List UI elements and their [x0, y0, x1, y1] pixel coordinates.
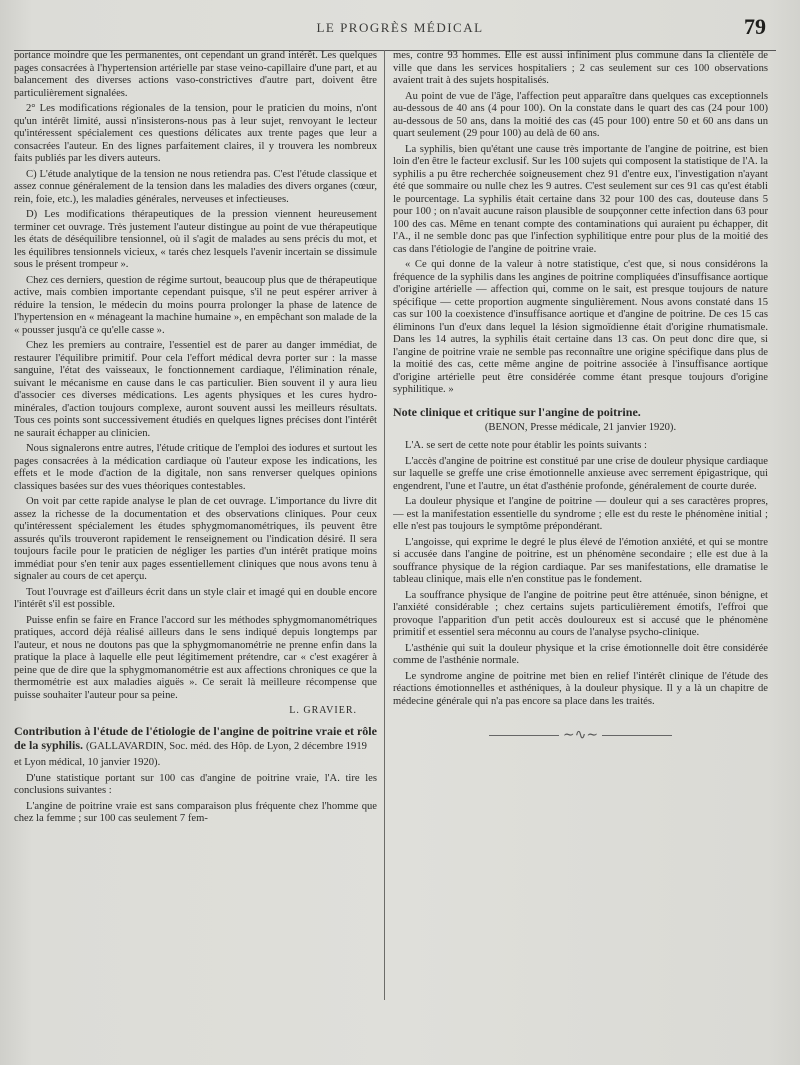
paragraph: Le syndrome angine de poitrine met bien en relief l'intérêt clinique de l'étude des réactions émotionnelles et asthéniques, à la douleur physique. Il y a là un chapitre de médecine générale qui n'a pas encore sa place dans les traités. — [393, 670, 768, 707]
article-citation: (GALLAVARDIN, Soc. méd. des Hôp. de Lyon, 2 décembre 1919 et Lyon médical, 10 janvier 1920). — [14, 740, 367, 768]
paragraph: Nous signalerons entre autres, l'étude critique de l'emploi des iodures et surtout les pages consacrées à la médication cardiaque où l'auteur expose les indications, les effets et le mode d'action de la digitale, non sans renverser quelques opinions classiques basées sur des vues théoriques contestables. — [14, 443, 377, 492]
paragraph: Au point de vue de l'âge, l'affection peut apparaître dans quelques cas exceptionnels au-dessous de 40 ans (4 pour 100). On la constate dans le quart des cas (24 pour 100) au-dessous de 50 ans, dans la moitié des cas (45 pour 100) entre 50 et 60 ans dans un quart seulement (29 pour 100) au delà de 60 ans. — [393, 90, 768, 139]
review-signature: L. GRAVIER. — [289, 705, 357, 716]
article-citation: (BENON, Presse médicale, 21 janvier 1920). — [484, 421, 677, 433]
paragraph: L'angine de poitrine vraie est sans comparaison plus fréquente chez l'homme que chez la femme ; sur 100 cas seulement 7 fem- — [14, 800, 377, 824]
paragraph: 2° Les modifications régionales de la tension, pour le praticien du moins, n'ont qu'un intérêt limité, aussi n'insisterons-nous pas à leur sujet, renvoyant le lecteur qu'intéressent spécialement ces questions délicates aux trente pages que leur a consacrées l'auteur. En des lignes parfaitement claires, il y trouvera les nombreux faits publiés par les divers auteurs. — [14, 103, 377, 164]
page-header — [0, 14, 800, 44]
paragraph: L'angoisse, qui exprime le degré le plus élevé de l'émotion anxiété, et qui se montre si accusée dans l'angine de poitrine, est un phénomène secondaire ; elle est due à la souffrance physique de la région cardiaque. Par ses manifestations, elle dramatise le tableau clinique, mais elle n'en constitue pas le fondement. — [393, 536, 768, 585]
article-title-text: Note clinique et critique sur l'angine de poitrine. — [393, 404, 641, 419]
paragraph: « Ce qui donne de la valeur à notre statistique, c'est que, si nous considérons la fréquence de la syphilis dans les angines de poitrine compliquées d'insuffisance aortique d'origine artérielle — affection qui, comme on le sait, est presque toujours de nature spécifique — cette proportion augmente singulièrement. Nous avons constaté dans 15 cas sur 100 la coexistence d'insuffisance aortique et d'angine de poitrine. De ces 15 cas éliminons l'un d'eux dans lequel la lésion sigmoïdienne était d'origine rhumatismale. Dans les 14 autres, la syphilis était certaine dans 13 cas. On peut donc dire que, si l'angine de poitrine vraie ne semble pas reconnaître une origine spécifique dans plus de la moitié des cas, cette même angine de poitrine associée à l'insuffisance aortique d'origine artérielle peut être considérée comme étant presque toujours d'origine syphilitique. » — [393, 259, 768, 395]
running-head: LE PROGRÈS MÉDICAL — [316, 20, 484, 35]
paragraph: L'accès d'angine de poitrine est constitué par une crise de douleur physique cardiaque sur laquelle se greffe une crise émotionnelle anxieuse avec serrement épigastrique, qui engendrent, l'une et l'autre, un état d'asthénie profonde, généralement de courte durée. — [393, 455, 768, 492]
paragraph: C) L'étude analytique de la tension ne nous retiendra pas. C'est l'étude classique et assez connue généralement de la tension dans les maladies des divers organes (cœur, rein, foie, etc.), les maladies générales, nerveuses et infectieuses. — [14, 168, 377, 205]
paragraph: La souffrance physique de l'angine de poitrine peut être atténuée, sinon bénigne, et l'anxiété considérable ; chez certains sujets particulièrement émotifs, l'effroi que provoque l'apparition d'un petit accès douloureux est si accusé que le phénomène primitif et essentiel sera méconnu au cours de l'analyse psycho-clinique. — [393, 589, 768, 638]
left-column — [14, 50, 377, 1055]
paragraph: Puisse enfin se faire en France l'accord sur les méthodes sphygmomanométriques pratiques, accord déjà réalisé ailleurs dans le sens indiqué depuis longtemps par l'auteur, et nous ne doutons pas que la sphygmomanométrie ne prenne enfin dans la pratique la place à laquelle elle peut légitimement prétendre, car « c'est exagérer à peine que de dire que la sphygmomanométrie est aux affections chroniques ce que la thermométrie est aux maladies aiguës ». Ce serait là meilleure récompense que puisse souhaiter l'auteur pour sa peine. — [14, 614, 377, 701]
paragraph: portance moindre que les permanentes, ont cependant un grand intérêt. Les quelques pages consacrées à l'hypertension artérielle par stase veino-capillaire d'une part, et au balancement des diverses actions vaso-constrictives d'autre part, doivent être particulièrement signalées. — [14, 50, 377, 99]
page-number: 79 — [744, 14, 766, 39]
ornament-rule — [489, 735, 559, 736]
article-title-text: Contribution à l'étude de l'étiologie de l'angine de poitrine vraie et rôle de la syphilis. — [14, 723, 377, 752]
article-title — [393, 405, 768, 419]
paragraph: L'A. se sert de cette note pour établir les points suivants : — [405, 440, 647, 451]
paragraph: Tout l'ouvrage est d'ailleurs écrit dans un style clair et imagé qui en double encore l'intérêt s'il est possible. — [14, 586, 377, 610]
paragraph: La syphilis, bien qu'étant une cause très importante de l'angine de poitrine, est bien loin d'en être le facteur exclusif. Sur les 100 sujets qui composent la statistique de l'A. la syphilis a pu être recherchée soigneusement chez 91 d'entre eux, l'investigation n'ayant été que sommaire ou nulle chez les 9 autres. C'est seulement sur ces 91 cas qu'est établi le pourcentage. La syphilis était certaine dans 32 pour 100 des cas, douteuse dans 5 pour 100 ; on n'avait aucune raison plausible de soupçonner cette infection dans 63 pour 100 des cas. Même en tenant compte des contaminations qui auraient pu échapper, dit l'A., il ne semble donc pas que l'infection syphilitique entre pour plus de la moitié des cas dans l'étiologie de l'angine de poitrine vraie. — [393, 143, 768, 255]
paragraph: mes, contre 93 hommes. Elle est aussi infiniment plus commune dans la clientèle de ville que dans les services hospitaliers ; 2 cas seulement sur ces 100 observations avaient trait à des sujets hospitalisés. — [393, 50, 768, 86]
section-end-ornament — [393, 730, 768, 743]
paragraph: Chez les premiers au contraire, l'essentiel est de parer au danger immédiat, de restaurer l'équilibre primitif. Pour cela l'effort médical devra porter sur : la masse sanguine, l'état des vaisseaux, le fonctionnement cardiaque, l'élimination rénale, suivant le mécanisme en cause dans le cas particulier. Bien souvent il y aura lieu d'associer ces diverses médications. Les agents physiques et les cures hydro-minérales, d'action toujours complexe, auront souvent aussi les meilleurs résultats. Tous ces points sont successivement étudiés en quelques lignes précises dont l'intérêt ne saurait échapper au clinicien. — [14, 340, 377, 439]
paragraph: D'une statistique portant sur 100 cas d'angine de poitrine vraie, l'A. tire les conclusions suivantes : — [14, 772, 377, 796]
paragraph: D) Les modifications thérapeutiques de la pression viennent heureusement terminer cet ouvrage. Très justement l'auteur distingue au point de vue thérapeutique les états de déséquilibre tensionnel, où il s'agit de malades au sens précis du mot, et les équilibres tensionnels vicieux, « tarés chez lesquels l'avenir incertain se dissimule sous le présent trompeur ». — [14, 209, 377, 270]
right-column — [393, 50, 768, 1055]
column-divider — [384, 50, 385, 1000]
ornament-rule — [602, 735, 672, 736]
paragraph: Chez ces derniers, question de régime surtout, beaucoup plus que de thérapeutique active, mais combien importante cependant puisque, s'il ne peut espérer arriver à réduire la tension, le médecin du moins pourra prolonger la phase de latence de l'hypertension en « ménageant la machine humaine », en empêchant son malade de la « pousser jusqu'à ce qu'elle casse ». — [14, 274, 377, 336]
paragraph: L'asthénie qui suit la douleur physique et la crise émotionnelle doit être considérée comme de l'asthénie normale. — [393, 642, 768, 666]
paragraph: La douleur physique et l'angine de poitrine — douleur qui a ses caractères propres, — est la manifestation essentielle du syndrome ; elle est du reste le phénomène initial ; elle n'est pas toujours le symptôme prépondérant. — [393, 496, 768, 532]
paragraph: On voit par cette rapide analyse le plan de cet ouvrage. L'importance du livre dit assez la richesse de la documentation et des observations cliniques. Pour ceux qu'intéressent spécialement les études sphygmomanométriques, ils peuvent être assurés qu'ils trouveront rapidement le renseignement ou l'indication désiré. Il sera toujours facile pour le praticien de négliger les parties d'un intérêt pratique moins immédiat pour s'en tenir aux pages essentiellement cliniques que nous avons tenu à signaler au cours de cet aperçu. — [14, 496, 377, 582]
ornament-flourish-icon: ∼∿∼ — [562, 728, 599, 743]
article-title — [14, 724, 377, 770]
